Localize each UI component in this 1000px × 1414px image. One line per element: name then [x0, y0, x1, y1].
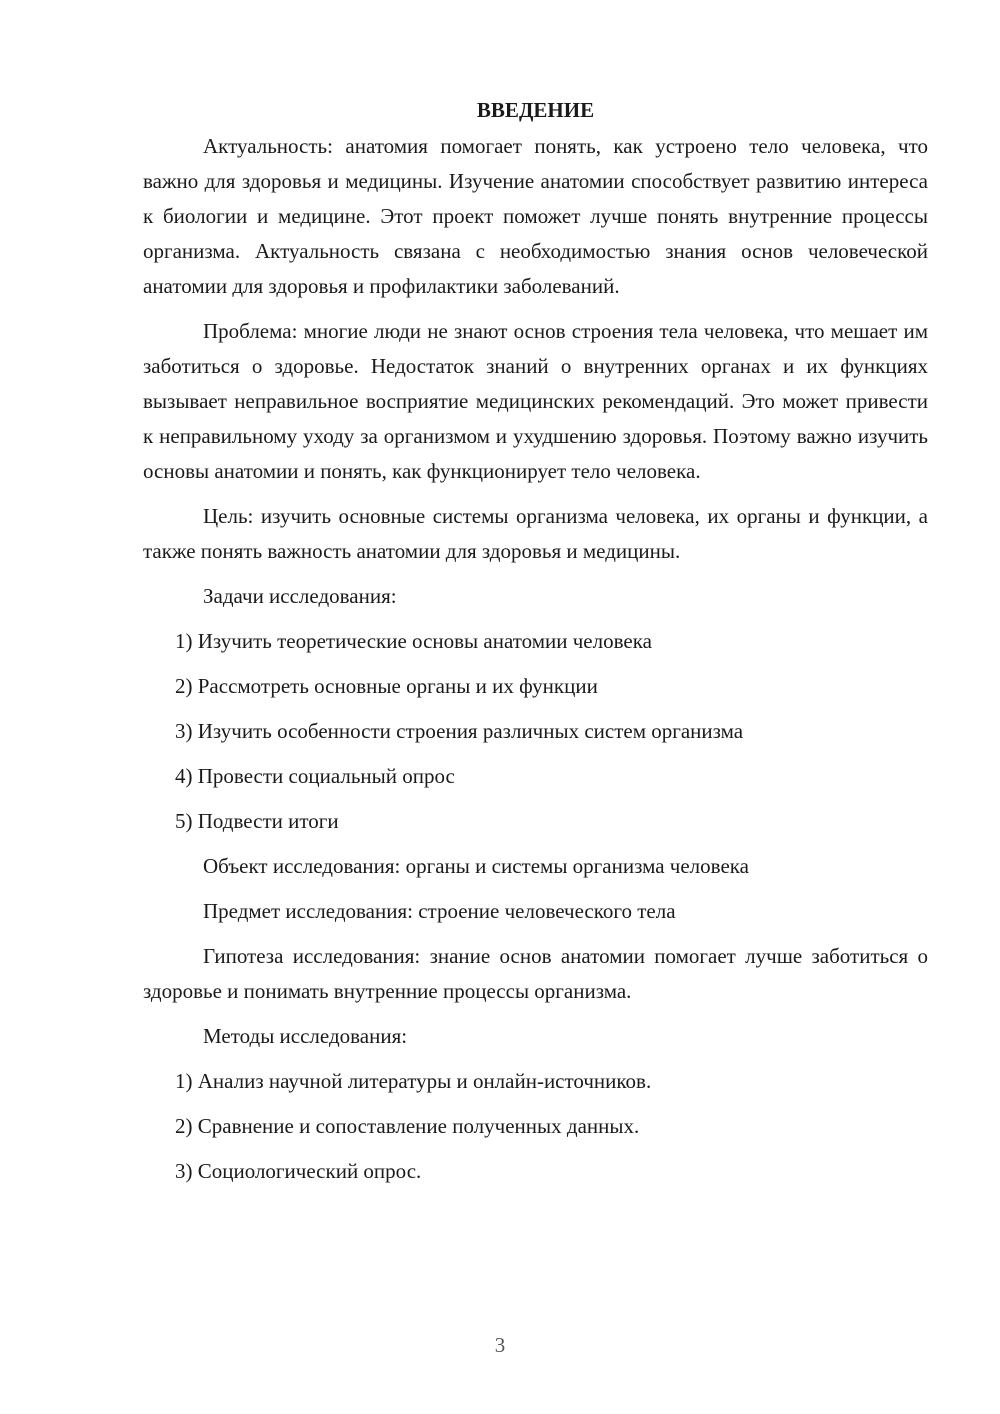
- method-item: 1) Анализ научной литературы и онлайн-источников.: [175, 1069, 652, 1093]
- method-item: 2) Сравнение и сопоставление полученных данных.: [175, 1114, 640, 1138]
- object-line: Объект исследования: органы и системы организма человека: [203, 854, 749, 878]
- relevance-paragraph: Актуальность: анатомия помогает понять, как устроено тело человека, что важно для здоровья и медицины. Изучение анатомии способствует развитию интереса к биологии и медицине. Этот проект поможет лучше понять внутренние процессы организма. Актуальность связана с необходимостью знания основ человеческой анатомии для здоровья и профилактики заболеваний.: [143, 134, 928, 298]
- method-item: 3) Социологический опрос.: [175, 1159, 422, 1183]
- task-item: 3) Изучить особенности строения различных систем организма: [175, 719, 744, 743]
- problem-paragraph: Проблема: многие люди не знают основ строения тела человека, что мешает им заботиться о здоровье. Недостаток знаний о внутренних органах и их функциях вызывает неправильное восприятие медицинских рекомендаций. Это может привести к неправильному уходу за организмом и ухудшению здоровья. Поэтому важно изучить основы анатомии и понять, как функционирует тело человека.: [143, 319, 928, 483]
- methods-heading: Методы исследования:: [203, 1024, 408, 1048]
- hypothesis-paragraph: Гипотеза исследования: знание основ анатомии помогает лучше заботиться о здоровье и понимать внутренние процессы организма.: [143, 944, 928, 1003]
- task-item: 1) Изучить теоретические основы анатомии человека: [175, 629, 652, 653]
- page-title: ВВЕДЕНИЕ: [476, 98, 595, 122]
- tasks-heading: Задачи исследования:: [203, 584, 397, 608]
- goal-paragraph: Цель: изучить основные системы организма человека, их органы и функции, а также понять важность анатомии для здоровья и медицины.: [143, 504, 928, 563]
- subject-line: Предмет исследования: строение человеческого тела: [203, 899, 676, 923]
- task-item: 5) Подвести итоги: [175, 809, 339, 833]
- page-number: 3: [494, 1333, 506, 1357]
- task-item: 2) Рассмотреть основные органы и их функции: [175, 674, 598, 698]
- document-page: [143, 95, 928, 1199]
- task-item: 4) Провести социальный опрос: [175, 764, 455, 788]
